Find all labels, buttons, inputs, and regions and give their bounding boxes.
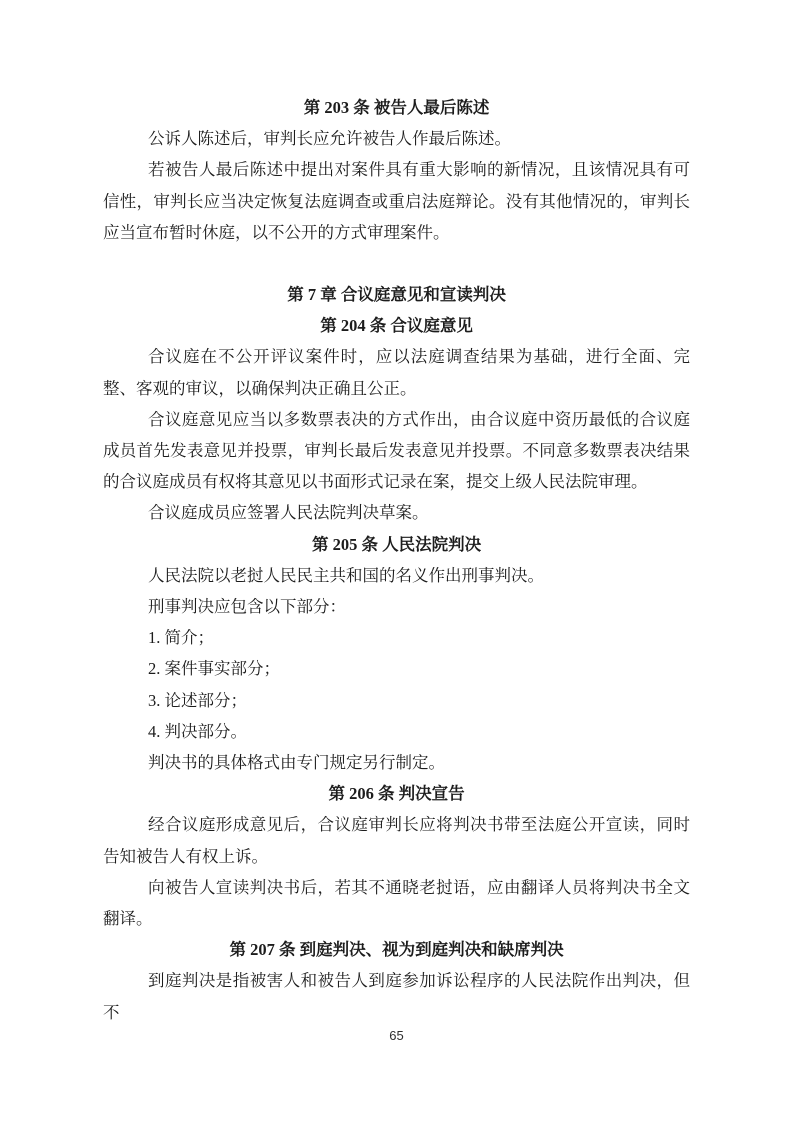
paragraph: 若被告人最后陈述中提出对案件具有重大影响的新情况，且该情况具有可信性，审判长应当决定恢复法庭调查或重启法庭辩论。没有其他情况的，审判长应当宣布暂时休庭，以不公开的方式审理案件。: [103, 160, 690, 242]
paragraph: 到庭判决是指被害人和被告人到庭参加诉讼程序的人民法院作出判决，但不: [103, 971, 690, 1022]
paragraph: 经合议庭形成意见后，合议庭审判长应将判决书带至法庭公开宣读，同时告知被告人有权上诉。: [103, 815, 690, 866]
article-heading-207: 第 207 条 到庭判决、视为到庭判决和缺席判决: [229, 940, 564, 960]
paragraph: 人民法院以老挝人民民主共和国的名义作出刑事判决。: [148, 565, 544, 585]
article-heading-206: 第 206 条 判决宣告: [328, 784, 465, 804]
chapter-heading-7: 第 7 章 合议庭意见和宣读判决: [287, 285, 506, 305]
paragraph: 刑事判决应包含以下部分：: [148, 597, 346, 617]
article-heading-203: 第 203 条 被告人最后陈述: [303, 98, 490, 117]
article-heading-204: 第 204 条 合议庭意见: [320, 316, 473, 336]
paragraph: 公诉人陈述后，审判长应允许被告人作最后陈述。: [148, 129, 511, 149]
paragraph: 向被告人宣读判决书后，若其不通晓老挝语，应由翻译人员将判决书全文翻译。: [103, 877, 690, 929]
article-heading-205: 第 205 条 人民法院判决: [311, 534, 482, 554]
list-item: 2. 案件事实部分；: [148, 659, 280, 679]
paragraph: 合议庭意见应当以多数票表决的方式作出，由合议庭中资历最低的合议庭成员首先发表意见并投票，审判长最后发表意见并投票。不同意多数票表决结果的合议庭成员有权将其意见以书面形式记录在案，提交上级人民法院审理。: [103, 409, 690, 492]
list-item: 3. 论述部分；: [148, 690, 247, 710]
page-number: 65: [389, 1028, 404, 1043]
blank-line: [103, 248, 690, 279]
paragraph: 合议庭在不公开评议案件时，应以法庭调查结果为基础，进行全面、完整、客观的审议，以确保判决正确且公正。: [103, 347, 690, 398]
list-item: 1. 简介；: [148, 628, 214, 648]
paragraph: 合议庭成员应签署人民法院判决草案。: [148, 503, 429, 523]
paragraph: 判决书的具体格式由专门规定另行制定。: [148, 753, 445, 773]
list-item: 4. 判决部分。: [148, 721, 247, 741]
document-body: [103, 92, 690, 1028]
